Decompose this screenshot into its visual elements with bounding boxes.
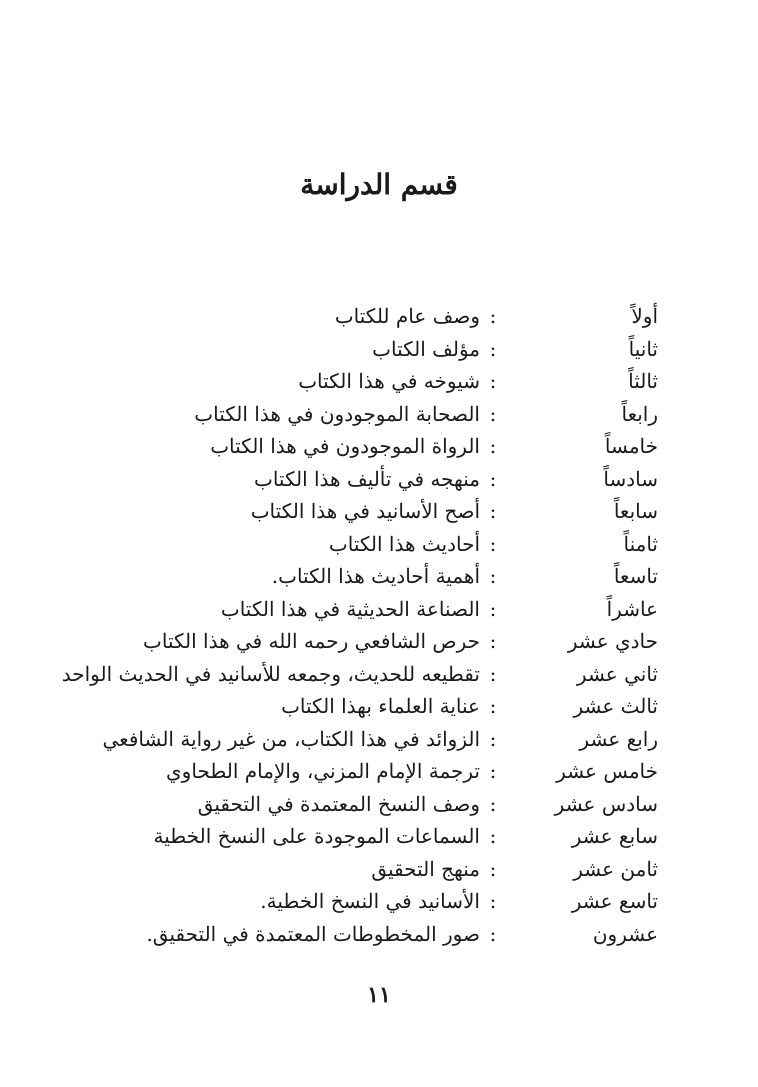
toc-separator: : xyxy=(489,629,497,653)
toc-ordinal: سادساً xyxy=(603,466,658,491)
toc-ordinal: خامساً xyxy=(604,434,658,458)
toc-topic: شيوخه في هذا الكتاب xyxy=(298,369,480,393)
toc-separator: : xyxy=(489,564,497,588)
toc-separator: : xyxy=(489,499,497,523)
toc-ordinal: رابعاً xyxy=(621,401,658,426)
toc-separator: : xyxy=(489,824,497,848)
toc-separator: : xyxy=(489,531,497,556)
toc-separator: : xyxy=(489,434,497,458)
toc-ordinal: ثانياً xyxy=(628,336,658,361)
toc-row xyxy=(0,560,758,593)
toc-separator: : xyxy=(489,759,497,783)
toc-topic: ترجمة الإمام المزني، والإمام الطحاوي xyxy=(166,759,480,783)
toc-topic: حرص الشافعي رحمه الله في هذا الكتاب xyxy=(143,629,480,653)
toc-separator: : xyxy=(489,726,497,751)
toc-topic: أهمية أحاديث هذا الكتاب. xyxy=(271,564,480,588)
toc-row xyxy=(0,820,758,853)
toc-row xyxy=(0,755,758,788)
toc-topic: الرواة الموجودون في هذا الكتاب xyxy=(210,434,480,458)
toc-topic: صور المخطوطات المعتمدة في التحقيق. xyxy=(146,921,480,946)
toc-separator: : xyxy=(489,466,497,491)
toc-topic: عناية العلماء بهذا الكتاب xyxy=(281,694,480,718)
toc-row xyxy=(0,300,758,333)
toc-ordinal: عشرون xyxy=(592,921,658,946)
section-title: قسم الدراسة xyxy=(300,168,458,201)
toc-row xyxy=(0,495,758,528)
toc-ordinal: ثاني عشر xyxy=(576,661,658,686)
toc-separator: : xyxy=(489,694,497,718)
toc-ordinal: ثامن عشر xyxy=(573,856,658,881)
toc-row xyxy=(0,398,758,431)
toc-topic: السماعات الموجودة على النسخ الخطية xyxy=(153,824,480,848)
toc-topic: وصف النسخ المعتمدة في التحقيق xyxy=(197,791,480,816)
toc-row xyxy=(0,593,758,626)
toc-separator: : xyxy=(489,921,497,946)
toc-ordinal: سابع عشر xyxy=(571,824,658,848)
page-number: ١١ xyxy=(367,982,391,1008)
toc-ordinal: تاسع عشر xyxy=(571,889,658,913)
toc-row xyxy=(0,333,758,366)
toc-separator: : xyxy=(489,661,497,686)
toc-separator: : xyxy=(489,304,497,328)
toc-separator: : xyxy=(489,791,497,816)
toc-topic: تقطيعه للحديث، وجمعه للأسانيد في الحديث الواحد xyxy=(61,661,480,686)
toc-row xyxy=(0,625,758,658)
toc-row xyxy=(0,690,758,723)
toc-topic: منهجه في تأليف هذا الكتاب xyxy=(253,466,480,491)
toc-topic: الصناعة الحديثية في هذا الكتاب xyxy=(220,596,480,621)
toc-topic: مؤلف الكتاب xyxy=(372,336,480,361)
toc-ordinal: ثالث عشر xyxy=(573,694,658,718)
toc-row xyxy=(0,723,758,756)
toc-row xyxy=(0,853,758,886)
toc-ordinal: خامس عشر xyxy=(556,759,658,783)
toc-separator: : xyxy=(489,596,497,621)
toc-ordinal: ثالثاً xyxy=(628,369,658,393)
toc-topic: الصحابة الموجودون في هذا الكتاب xyxy=(194,401,480,426)
toc-separator: : xyxy=(489,336,497,361)
toc-ordinal: رابع عشر xyxy=(579,726,658,751)
toc-ordinal: تاسعاً xyxy=(613,564,658,588)
table-of-contents xyxy=(0,300,758,950)
toc-separator: : xyxy=(489,856,497,881)
toc-row xyxy=(0,918,758,951)
toc-separator: : xyxy=(489,889,497,913)
toc-ordinal: أولاً xyxy=(631,304,658,328)
toc-topic: أحاديث هذا الكتاب xyxy=(328,531,480,556)
toc-separator: : xyxy=(489,401,497,426)
toc-ordinal: سابعاً xyxy=(613,499,658,523)
toc-row xyxy=(0,463,758,496)
toc-ordinal: حادي عشر xyxy=(567,629,658,653)
toc-topic: الزوائد في هذا الكتاب، من غير رواية الشافعي xyxy=(102,726,480,751)
toc-row xyxy=(0,430,758,463)
toc-topic: وصف عام للكتاب xyxy=(334,304,480,328)
toc-row xyxy=(0,885,758,918)
toc-topic: منهج التحقيق xyxy=(371,856,480,881)
toc-row xyxy=(0,658,758,691)
toc-row xyxy=(0,788,758,821)
toc-separator: : xyxy=(489,369,497,393)
toc-row xyxy=(0,365,758,398)
toc-ordinal: سادس عشر xyxy=(554,791,658,816)
toc-ordinal: ثامناً xyxy=(623,531,658,556)
toc-ordinal: عاشراً xyxy=(606,596,658,621)
toc-row xyxy=(0,528,758,561)
toc-topic: أصح الأسانيد في هذا الكتاب xyxy=(250,499,480,523)
toc-topic: الأسانيد في النسخ الخطية. xyxy=(260,889,480,913)
